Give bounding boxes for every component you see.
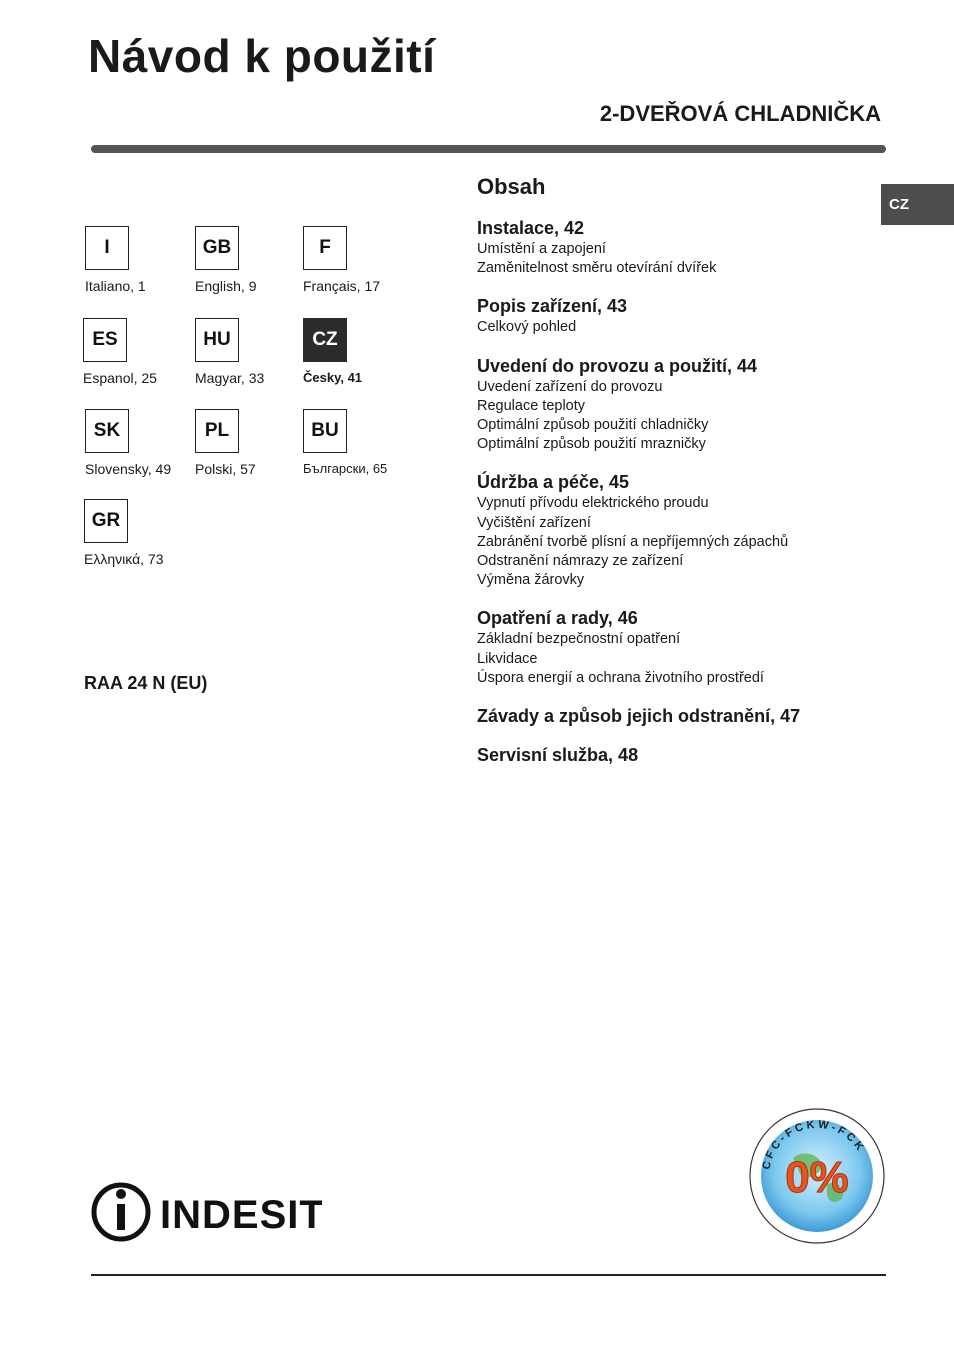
language-item[interactable] (195, 318, 305, 386)
section-item: Zabránění tvorbě plísní a nepříjemných zápachů (477, 533, 789, 550)
section-item: Likvidace (477, 650, 538, 667)
language-code-box[interactable]: HU (195, 318, 239, 362)
indesit-logo-icon (90, 1180, 322, 1244)
language-label: Polski, 57 (195, 461, 256, 477)
language-label: Magyar, 33 (195, 370, 265, 386)
language-label-active: Česky, 41 (303, 370, 363, 385)
language-code-box[interactable]: GB (195, 226, 239, 270)
section-heading[interactable]: Opatření a rady, 46 (477, 608, 638, 629)
product-subtitle: 2-DVEŘOVÁ CHLADNIČKA (599, 101, 881, 126)
language-side-tab: CZ (881, 184, 954, 225)
language-item[interactable] (84, 499, 194, 567)
section-item: Výměna žárovky (477, 572, 585, 589)
language-label: Espanol, 25 (83, 370, 157, 386)
language-code-box[interactable]: I (85, 226, 129, 270)
language-label: Français, 17 (303, 278, 381, 294)
language-code-box[interactable]: BU (303, 409, 347, 453)
language-item[interactable] (85, 409, 195, 477)
language-item[interactable] (85, 226, 195, 294)
section-item: Celkový pohled (477, 319, 577, 336)
badge-center-text: 0% (785, 1153, 849, 1202)
language-item[interactable] (303, 409, 413, 476)
page-title: Návod k použití (88, 30, 436, 82)
section-item: Zaměnitelnost směru otevírání dvířek (477, 260, 717, 277)
brand-wordmark: INDESIT (160, 1193, 322, 1237)
language-label: Български, 65 (303, 461, 388, 476)
contents-section (477, 355, 877, 455)
language-item[interactable] (83, 318, 193, 386)
language-code-box[interactable]: PL (195, 409, 239, 453)
contents-section (477, 705, 877, 727)
language-label: English, 9 (195, 278, 257, 294)
language-item-active[interactable] (303, 318, 413, 385)
section-item: Odstranění námrazy ze zařízení (477, 553, 684, 570)
contents-section (477, 295, 877, 337)
cfc-free-badge (747, 1106, 887, 1246)
section-item: Vyčištění zařízení (477, 514, 591, 531)
contents-section (477, 607, 877, 688)
section-item: Optimální způsob použití mrazničky (477, 436, 706, 453)
section-heading[interactable]: Servisní služba, 48 (477, 745, 639, 766)
section-heading[interactable]: Závady a způsob jejich odstranění, 47 (477, 706, 801, 727)
section-item: Úspora energií a ochrana životního prostředí (477, 669, 764, 686)
section-item: Vypnutí přívodu elektrického proudu (477, 495, 709, 512)
contents-section (477, 744, 877, 766)
contents-title: Obsah (477, 174, 546, 199)
section-item: Umístění a zapojení (477, 241, 606, 257)
section-item: Regulace teploty (477, 397, 586, 414)
language-code-box[interactable]: GR (84, 499, 128, 543)
language-label: Slovensky, 49 (85, 461, 172, 477)
language-code-box-active[interactable]: CZ (303, 318, 347, 362)
language-code-box[interactable]: ES (83, 318, 127, 362)
section-item: Uvedení zařízení do provozu (477, 378, 663, 395)
language-label: Ελληνικά, 73 (84, 551, 164, 567)
badge-ring-text: CFC-FCKW-FCK (760, 1118, 868, 1171)
contents-section (477, 217, 877, 278)
language-code-box[interactable]: SK (85, 409, 129, 453)
section-item: Optimální způsob použití chladničky (477, 417, 709, 434)
language-item[interactable] (195, 226, 305, 294)
section-heading[interactable]: Instalace, 42 (477, 218, 585, 238)
section-item: Základní bezpečnostní opatření (477, 631, 681, 648)
language-item[interactable] (303, 226, 413, 294)
section-heading[interactable]: Uvedení do provozu a použití, 44 (477, 355, 758, 376)
cfc-free-badge-icon (747, 1106, 887, 1246)
language-item[interactable] (195, 409, 305, 477)
footer-divider (91, 1274, 886, 1276)
indesit-logo (90, 1180, 322, 1244)
model-number: RAA 24 N (EU) (84, 673, 208, 693)
language-code-box[interactable]: F (303, 226, 347, 270)
contents-section (477, 471, 877, 590)
section-heading[interactable]: Popis zařízení, 43 (477, 296, 628, 317)
header-divider (91, 145, 886, 153)
section-heading[interactable]: Údržba a péče, 45 (477, 472, 630, 493)
language-label: Italiano, 1 (85, 278, 146, 294)
table-of-contents (477, 173, 877, 783)
